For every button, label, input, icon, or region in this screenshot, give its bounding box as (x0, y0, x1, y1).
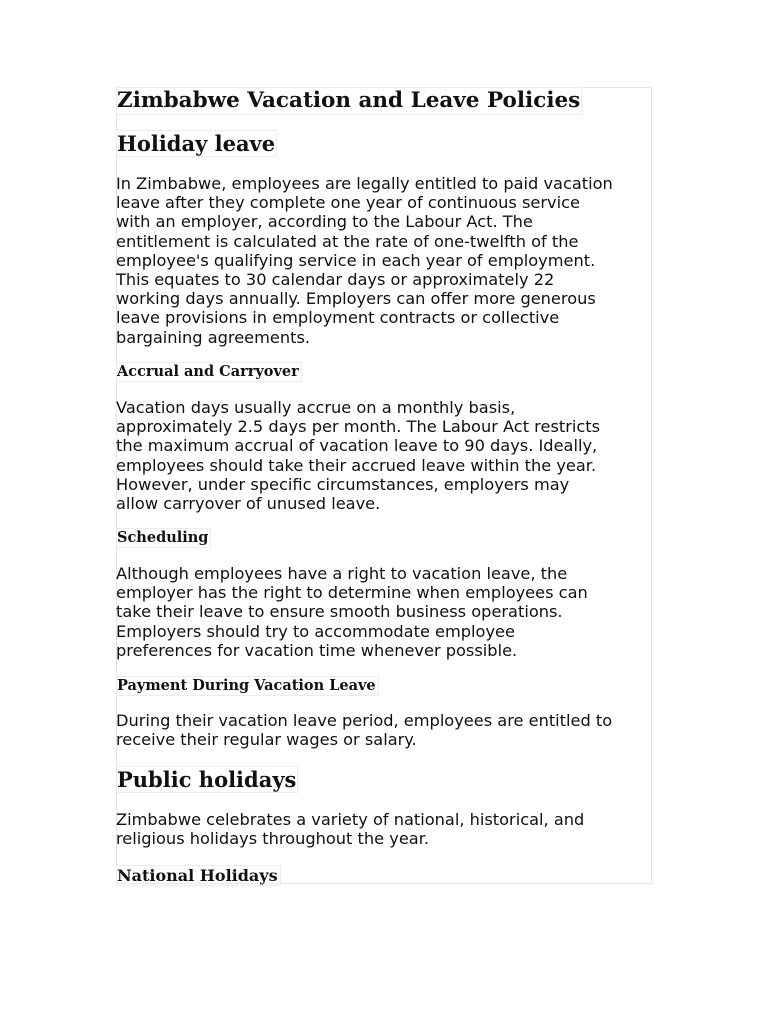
subheading-payment: Payment During Vacation Leave (116, 676, 379, 696)
paragraph-accrual (116, 398, 600, 513)
paragraph-holiday-intro (116, 174, 613, 347)
text-line: allow carryover of unused leave. (116, 494, 381, 514)
text-line: with an employer, according to the Labour Act. The (116, 212, 533, 232)
text-line: working days annually. Employers can offer more generous (116, 289, 596, 309)
section-heading-holiday-leave: Holiday leave (117, 131, 276, 156)
document-title: Zimbabwe Vacation and Leave Policies (117, 88, 581, 113)
text-line: entitlement is calculated at the rate of one-twelfth of the (116, 231, 579, 251)
text-line: employee's qualifying service in each year of employment. (116, 250, 596, 270)
text-line: In Zimbabwe, employees are legally entitled to paid vacation (116, 174, 613, 193)
text-line: leave provisions in employment contracts or collective (116, 308, 560, 328)
text-line: the maximum accrual of vacation leave to 90 days. Ideally, (116, 436, 598, 456)
text-line: receive their regular wages or salary. (116, 730, 417, 750)
text-line: During their vacation leave period, employees are entitled to (116, 711, 613, 730)
text-line: preferences for vacation time whenever possible. (116, 640, 518, 660)
text-line: However, under specific circumstances, employers may (116, 474, 570, 494)
text-line: approximately 2.5 days per month. The Labour Act restricts (116, 417, 601, 437)
text-line: Employers should try to accommodate employee (116, 621, 515, 641)
text-line: This equates to 30 calendar days or approximately 22 (116, 270, 555, 290)
section-heading-public-holidays: Public holidays (117, 767, 297, 792)
text-line: leave after they complete one year of continuous service (116, 193, 580, 213)
subheading-scheduling: Scheduling (116, 528, 211, 548)
text-line: take their leave to ensure smooth business operations. (116, 602, 563, 622)
text-line: Zimbabwe celebrates a variety of national, historical, and (116, 810, 585, 829)
paragraph-public-holidays (116, 810, 584, 848)
text-line: bargaining agreements. (116, 327, 311, 347)
subheading-accrual-carryover: Accrual and Carryover (116, 362, 302, 382)
paragraph-scheduling (116, 564, 588, 660)
text-line: religious holidays throughout the year. (116, 829, 430, 849)
paragraph-payment (116, 711, 612, 749)
subheading-national-holidays: National Holidays (116, 865, 281, 886)
text-line: employees should take their accrued leave within the year. (116, 455, 597, 475)
text-line: Although employees have a right to vacation leave, the (116, 564, 568, 583)
text-line: Vacation days usually accrue on a monthly basis, (116, 398, 516, 417)
text-line: employer has the right to determine when employees can (116, 583, 588, 603)
